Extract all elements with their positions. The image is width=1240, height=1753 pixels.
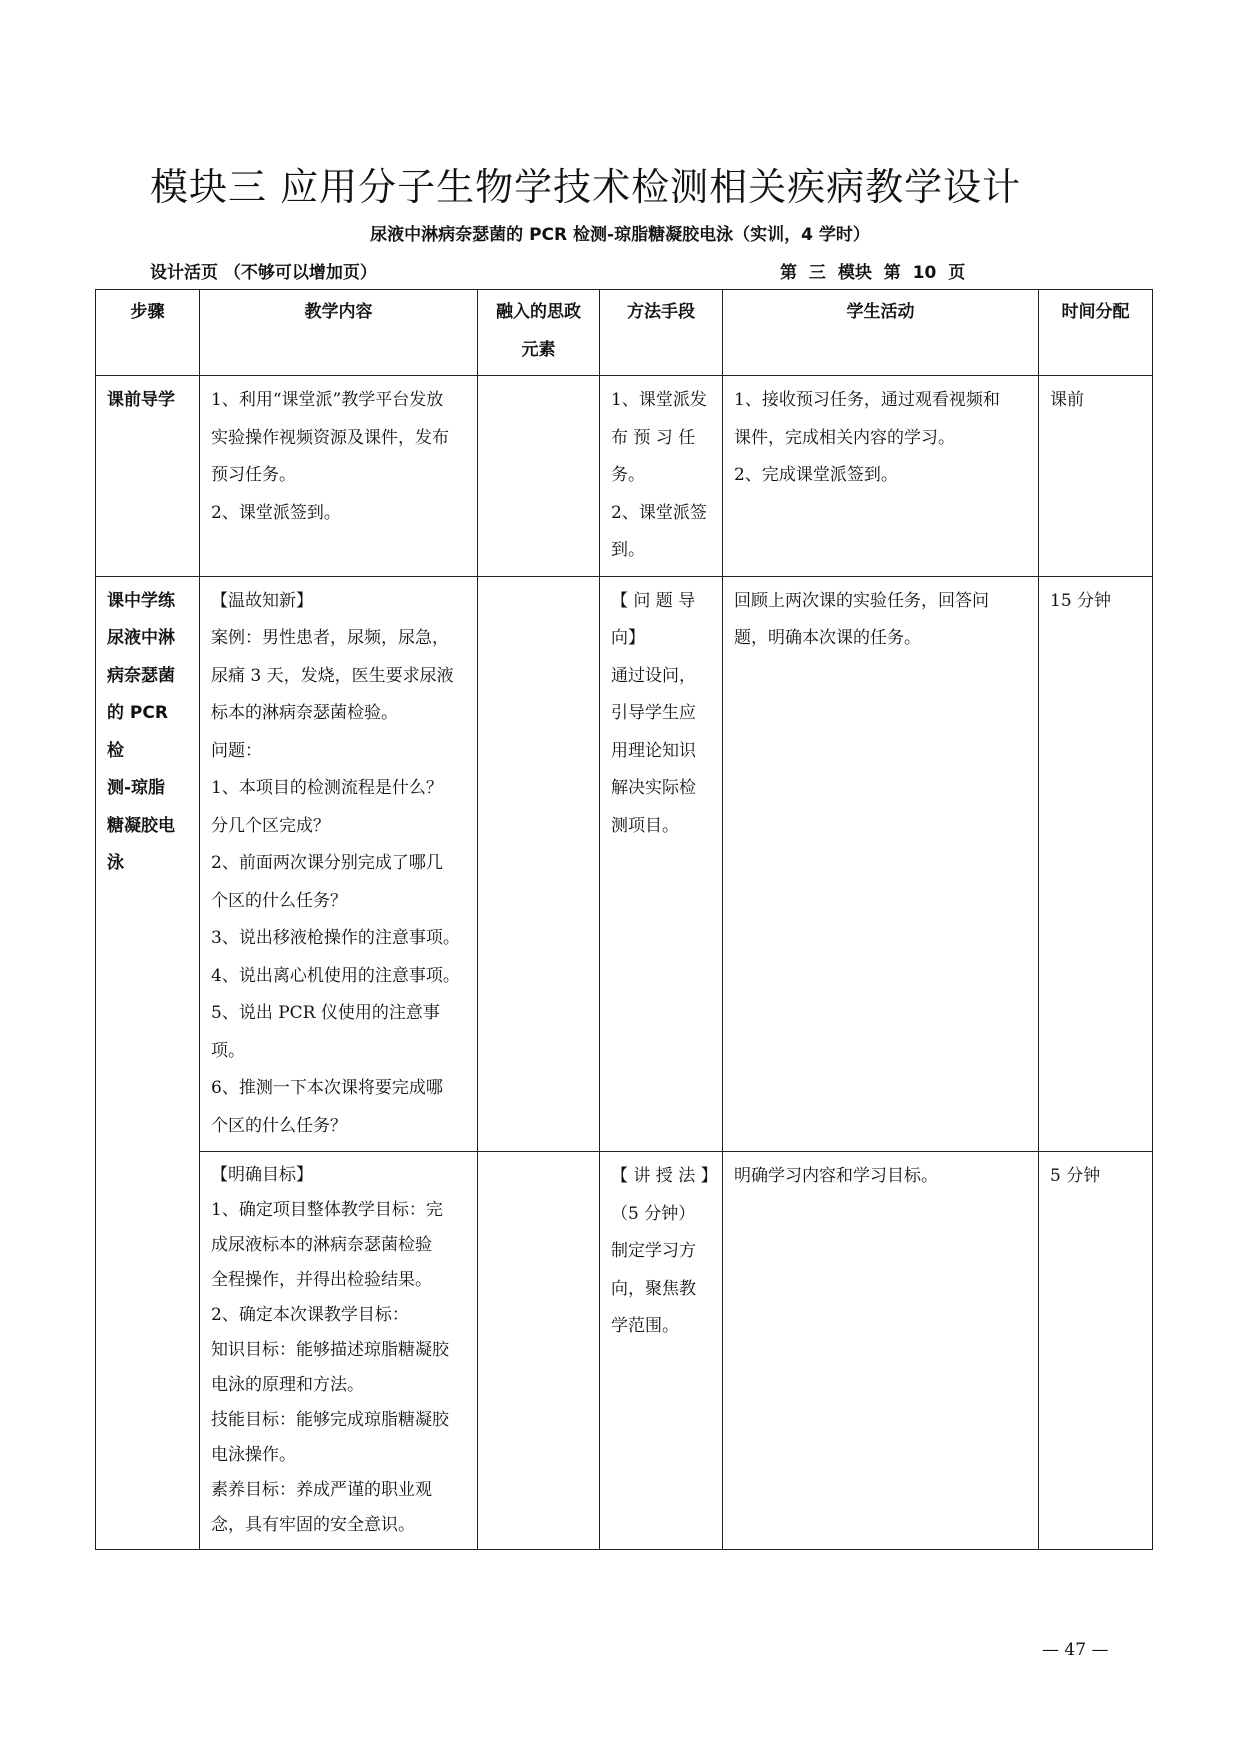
header-activity: 学生活动 [723,290,1039,376]
cell-line: 尿液中淋 [107,628,175,648]
cell-line: 回顾上两次课的实验任务，回答问 [734,590,989,611]
cell-line: 念，具有牢固的安全意识。 [211,1515,415,1535]
step-cell: 课前导学 [96,376,200,577]
step-cell [96,576,200,1550]
cell-line: 明确学习内容和学习目标。 [734,1166,938,1186]
lesson-plan-table [95,289,1153,1550]
cell-line: 用理论知识 [611,740,696,761]
cell-line: 向】 [611,628,645,648]
cell-line: 学范围。 [611,1316,679,1336]
cell-line: 课中学练 [107,590,175,611]
cell-line: 题，明确本次课的任务。 [734,628,921,648]
cell-line: 预习任务。 [211,465,296,485]
cell-line: 技能目标：能够完成琼脂糖凝胶 [211,1410,449,1430]
cell-line: 布 预 习 任 [611,427,696,448]
cell-line: 【 问 题 导 [611,590,696,611]
cell-line: 1、本项目的检测流程是什么？ [211,778,443,798]
cell-line: 6、推测一下本次课将要完成哪 [211,1078,443,1098]
header-time: 时间分配 [1039,290,1153,376]
cell-line: 2、课堂派签 [611,502,707,523]
cell-line: 2、前面两次课分别完成了哪几 [211,853,443,873]
cell-line: 全程操作，并得出检验结果。 [211,1270,432,1290]
cell-line: 病奈瑟菌 [107,665,175,686]
cell-line: 务。 [611,465,645,485]
cell-line: 项。 [211,1040,245,1061]
content-cell [200,576,478,1152]
table-row [96,576,1153,1152]
cell-line: 2、课堂派签到。 [211,502,341,523]
method-cell [600,576,723,1152]
document-title: 模块三 应用分子生物学技术检测相关疾病教学设计 [150,165,1022,209]
design-sheet-label: 设计活页 （不够可以增加页） [150,263,377,283]
cell-line: 1、接收预习任务，通过观看视频和 [734,390,1000,410]
ideology-cell [478,576,600,1152]
activity-cell [723,376,1039,577]
page-number: — 47 — [1042,1640,1109,1660]
time-cell: 课前 [1039,376,1153,577]
ideology-cell [478,1152,600,1550]
cell-line: 3、说出移液枪操作的注意事项。 [211,928,460,948]
cell-line: 糖凝胶电 [107,815,175,836]
cell-line: 成尿液标本的淋病奈瑟菌检验 [211,1235,432,1255]
cell-line: 制定学习方 [611,1241,696,1261]
cell-line: 标本的淋病奈瑟菌检验。 [211,703,398,723]
cell-line: 素养目标：养成严谨的职业观 [211,1480,432,1500]
content-cell [200,376,478,577]
cell-line: 1、确定项目整体教学目标：完 [211,1200,443,1220]
method-cell [600,376,723,577]
cell-line: 到。 [611,540,645,560]
cell-line: 【 讲 授 法 】 [611,1166,718,1186]
cell-line: 尿痛 3 天，发烧，医生要求尿液 [211,665,454,686]
activity-cell [723,1152,1039,1550]
ideology-cell [478,376,600,577]
cell-line: 泳 [107,853,124,873]
header-ideology: 融入的思政元素 [478,290,600,376]
cell-line: 知识目标：能够描述琼脂糖凝胶 [211,1340,449,1360]
cell-line: 通过设问， [611,665,696,686]
table-row [96,376,1153,577]
cell-line: 1、利用“课堂派”教学平台发放 [211,390,444,410]
cell-line: 5、说出 PCR 仪使用的注意事 [211,1003,440,1023]
activity-cell [723,576,1039,1152]
cell-line: 2、完成课堂派签到。 [734,465,898,485]
time-cell: 15 分钟 [1039,576,1153,1152]
cell-line: （5 分钟） [611,1203,696,1224]
cell-line: 案例：男性患者，尿频，尿急， [211,628,449,648]
table-row [96,1152,1153,1550]
cell-line: 问题： [211,740,262,761]
cell-line: 向，聚焦教 [611,1278,696,1299]
cell-line: 电泳操作。 [211,1445,296,1465]
cell-line: 解决实际检 [611,778,696,798]
header-method: 方法手段 [600,290,723,376]
table-header-row [96,290,1153,376]
header-step: 步骤 [96,290,200,376]
method-cell [600,1152,723,1550]
cell-line: 个区的什么任务？ [211,1115,347,1136]
cell-line: 分几个区完成？ [211,815,330,836]
cell-line: 1、课堂派发 [611,390,707,410]
cell-line: 【明确目标】 [211,1165,313,1185]
cell-line: 个区的什么任务？ [211,890,347,911]
cell-line: 【温故知新】 [211,590,313,611]
content-cell [200,1152,478,1550]
cell-line: 测-琼脂 [107,778,166,798]
cell-line: 的 PCR 检 [107,703,174,761]
module-page-label: 第 三 模块 第 10 页 [780,263,966,283]
time-cell: 5 分钟 [1039,1152,1153,1550]
lesson-subtitle: 尿液中淋病奈瑟菌的 PCR 检测-琼脂糖凝胶电泳（实训，4 学时） [370,225,870,245]
cell-line: 实验操作视频资源及课件，发布 [211,427,449,448]
cell-line: 4、说出离心机使用的注意事项。 [211,965,460,986]
cell-line: 测项目。 [611,815,679,836]
cell-line: 电泳的原理和方法。 [211,1375,364,1395]
cell-line: 2、确定本次课教学目标： [211,1305,409,1325]
cell-line: 引导学生应 [611,703,696,723]
cell-line: 课件，完成相关内容的学习。 [734,427,955,448]
header-content: 教学内容 [200,290,478,376]
